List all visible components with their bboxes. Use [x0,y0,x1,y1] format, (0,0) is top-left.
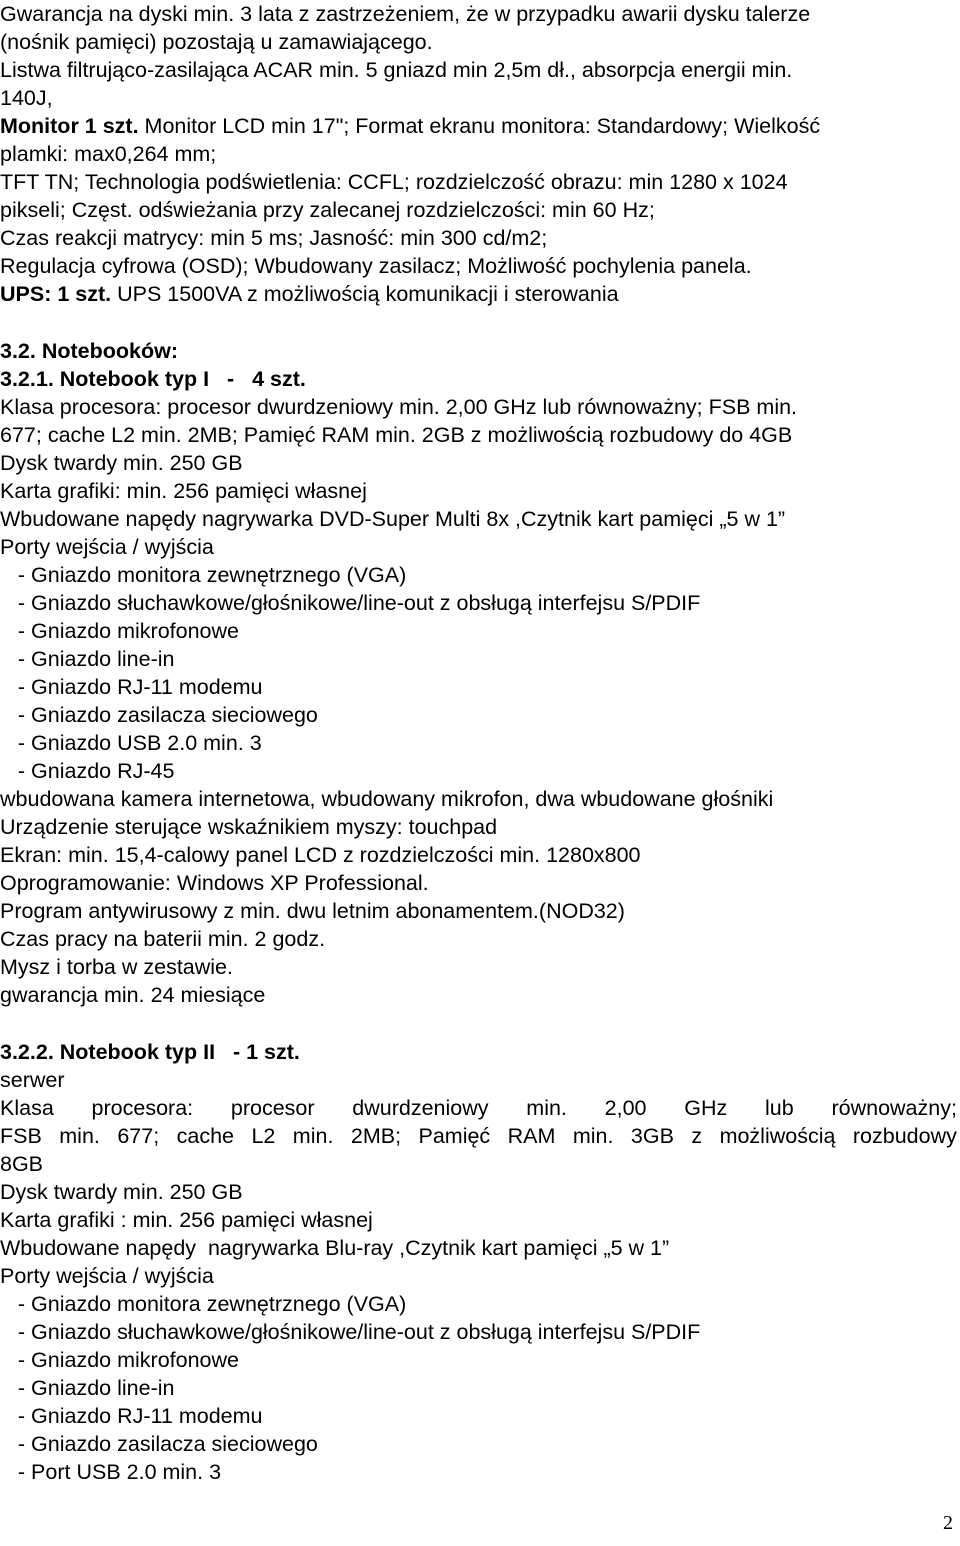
line-text: pikseli; Częst. odświeżania przy zalecanej rozdzielczości: min 60 Hz; [0,198,655,222]
line-text: Porty wejścia / wyjścia [0,535,214,559]
text-line [0,140,216,168]
text-line [0,1262,214,1290]
bold-heading: Monitor 1 szt. [0,114,139,138]
text-line [0,421,792,449]
line-text: - Gniazdo line-in [0,647,175,671]
word: 677; [117,1124,160,1148]
text-line [0,1094,957,1122]
line-text: TFT TN; Technologia podświetlenia: CCFL; rozdzielczość obrazu: min 1280 x 1024 [0,170,788,194]
text-line [0,1122,957,1150]
word: procesora: [91,1096,194,1120]
text-line [0,981,265,1009]
line-text: - Gniazdo USB 2.0 min. 3 [0,731,262,755]
page-number: 2 [943,1512,953,1534]
text-line [0,1038,300,1066]
text-line [0,1206,373,1234]
text-line [0,280,619,308]
bold-heading: 3.2.1. Notebook typ I - 4 szt. [0,367,306,391]
text-line [0,505,785,533]
word: lub [765,1096,794,1120]
line-text: - Gniazdo line-in [0,1376,175,1400]
line-text: Mysz i torba w zestawie. [0,955,233,979]
text-line [0,953,233,981]
text-line [0,1402,262,1430]
line-text: - Gniazdo mikrofonowe [0,619,239,643]
text-line [0,1234,669,1262]
text-line [0,925,325,953]
line-text: serwer [0,1068,65,1092]
text-line [0,897,625,925]
line-text: - Gniazdo RJ-11 modemu [0,675,263,699]
word: możliwością [719,1124,836,1148]
text-line [0,168,788,196]
line-text: - Gniazdo zasilacza sieciowego [0,1432,318,1456]
line-text: Karta grafiki: min. 256 pamięci własnej [0,479,367,503]
text-line [0,393,797,421]
word: Klasa [0,1096,54,1120]
line-text: 8GB [0,1152,44,1176]
line-text: plamki: max0,264 mm; [0,142,217,166]
line-text: Oprogramowanie: Windows XP Professional. [0,871,429,895]
line-text: 140J, [0,86,53,110]
text-line [0,477,367,505]
text-line [0,224,547,252]
bold-heading: 3.2. Notebooków: [0,339,178,363]
line-text: 677; cache L2 min. 2MB; Pamięć RAM min. 2GB z możliwością rozbudowy do 4GB [0,423,793,447]
text-line [0,1374,174,1402]
word: min. [59,1124,100,1148]
text-line [0,1178,243,1206]
line-text: Dysk twardy min. 250 GB [0,451,243,475]
word: rozbudowy [852,1124,957,1148]
line-text: - Gniazdo słuchawkowe/głośnikowe/line-out z obsługą interfejsu S/PDIF [0,591,701,615]
text-line [0,1150,43,1178]
word: cache [176,1124,234,1148]
word: równoważny; [831,1096,957,1120]
word: 2,00 [604,1096,647,1120]
text-line [0,645,174,673]
line-text: UPS 1500VA z możliwością komunikacji i sterowania [111,282,619,306]
text-line [0,1318,700,1346]
word: procesor [230,1096,315,1120]
line-text: - Gniazdo słuchawkowe/głośnikowe/line-out z obsługą interfejsu S/PDIF [0,1320,701,1344]
text-line [0,841,641,869]
text-line [0,729,262,757]
word: z [691,1124,703,1148]
text-line [0,1430,318,1458]
text-line [0,1458,221,1486]
text-line [0,561,406,589]
text-line [0,112,820,140]
text-line [0,1346,239,1374]
word: GHz [684,1096,728,1120]
word: 2MB; [350,1124,402,1148]
line-text: Czas reakcji matrycy: min 5 ms; Jasność: min 300 cd/m2; [0,226,548,250]
line-text: Porty wejścia / wyjścia [0,1264,214,1288]
line-text: Wbudowane napędy nagrywarka Blu-ray ,Czytnik kart pamięci „5 w 1” [0,1236,670,1260]
bold-heading: UPS: 1 szt. [0,282,112,306]
line-text: Dysk twardy min. 250 GB [0,1180,243,1204]
word: dwurdzeniowy [352,1096,489,1120]
word: FSB [0,1124,42,1148]
line-text: gwarancja min. 24 miesiące [0,983,266,1007]
bold-heading: 3.2.2. Notebook typ II - 1 szt. [0,1040,300,1064]
text-line [0,813,497,841]
line-text: Urządzenie sterujące wskaźnikiem myszy: touchpad [0,815,498,839]
line-text: Gwarancja na dyski min. 3 lata z zastrzeżeniem, że w przypadku awarii dysku talerze [0,2,811,26]
text-line [0,617,239,645]
text-line [0,365,306,393]
line-text: - Gniazdo monitora zewnętrznego (VGA) [0,563,407,587]
text-line [0,869,429,897]
text-line [0,533,214,561]
word: 3GB [630,1124,674,1148]
text-line [0,56,792,84]
line-text: (nośnik pamięci) pozostają u zamawiającego. [0,30,433,54]
text-line [0,673,262,701]
text-line [0,589,700,617]
text-line [0,785,773,813]
line-text: Czas pracy na baterii min. 2 godz. [0,927,326,951]
text-line [0,84,53,112]
text-line [0,701,318,729]
word: min. [572,1124,614,1148]
word: L2 [251,1124,276,1148]
line-text: - Gniazdo RJ-45 [0,759,175,783]
line-text: Listwa filtrująco-zasilająca ACAR min. 5 gniazd min 2,5m dł., absorpcja energii min. [0,58,793,82]
line-text: Wbudowane napędy nagrywarka DVD-Super Multi 8x ,Czytnik kart pamięci „5 w 1” [0,507,786,531]
text-line [0,196,655,224]
text-line [0,757,174,785]
word: min. [526,1096,567,1120]
text-line [0,1066,65,1094]
line-text: - Gniazdo RJ-11 modemu [0,1404,263,1428]
text-line [0,449,243,477]
word: min. [292,1124,334,1148]
word: RAM [507,1124,556,1148]
line-text: Monitor LCD min 17"; Format ekranu monitora: Standardowy; Wielkość [138,114,821,138]
word: Pamięć [418,1124,491,1148]
text-line [0,0,810,28]
line-text: - Gniazdo zasilacza sieciowego [0,703,318,727]
line-text: - Gniazdo mikrofonowe [0,1348,239,1372]
text-line [0,28,433,56]
text-line [0,252,752,280]
line-text: Ekran: min. 15,4-calowy panel LCD z rozdzielczości min. 1280x800 [0,843,641,867]
line-text: wbudowana kamera internetowa, wbudowany mikrofon, dwa wbudowane głośniki [0,787,774,811]
line-text: Karta grafiki : min. 256 pamięci własnej [0,1208,373,1232]
line-text: Program antywirusowy z min. dwu letnim abonamentem.(NOD32) [0,899,625,923]
text-line [0,337,178,365]
line-text: Regulacja cyfrowa (OSD); Wbudowany zasilacz; Możliwość pochylenia panela. [0,254,752,278]
text-line [0,1290,406,1318]
line-text: - Port USB 2.0 min. 3 [0,1460,222,1484]
line-text: Klasa procesora: procesor dwurdzeniowy min. 2,00 GHz lub równoważny; FSB min. [0,395,798,419]
line-text: - Gniazdo monitora zewnętrznego (VGA) [0,1292,407,1316]
